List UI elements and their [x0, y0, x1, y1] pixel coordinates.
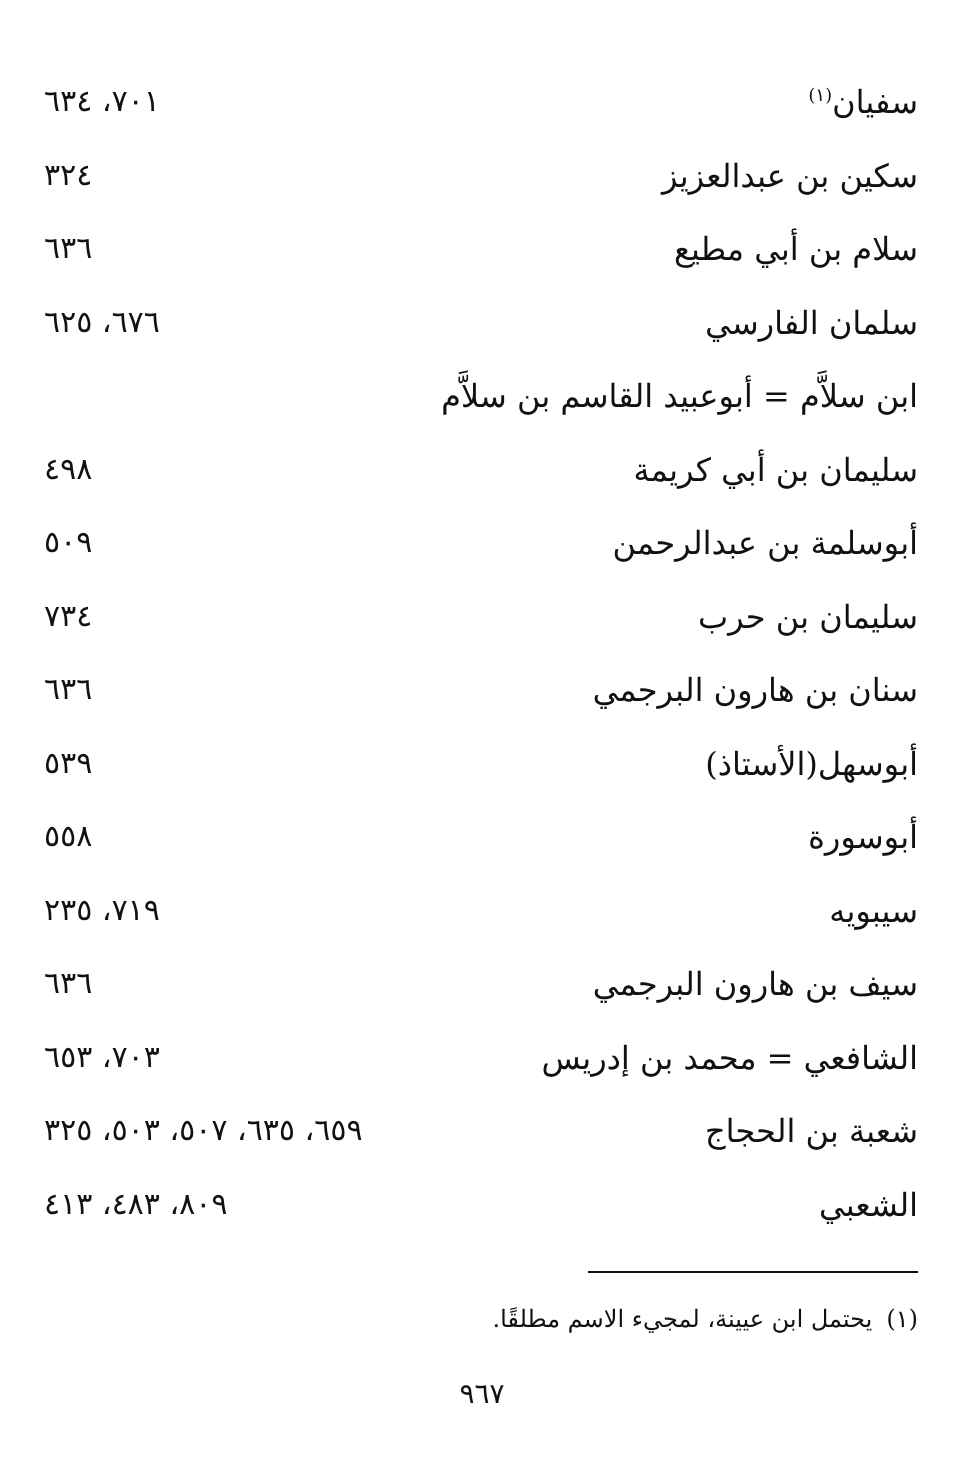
entry-name: أبوسلمة بن عبدالرحمن — [612, 524, 918, 562]
footnote-text: يحتمل ابن عيينة، لمجيء الاسم مطلقًا. — [492, 1305, 873, 1333]
entry-name: سكين بن عبدالعزيز — [662, 156, 918, 195]
index-entry — [44, 656, 918, 730]
index-entry — [44, 1171, 918, 1245]
entry-pages: ٧٠٣، ٦٥٣ — [44, 1039, 160, 1075]
entry-name: ابن سلاَّم = أبوعبيد القاسم بن سلاَّم — [441, 377, 918, 415]
index-entry — [44, 1097, 918, 1171]
entry-name: الشافعي = محمد بن إدريس — [541, 1038, 918, 1077]
index-entry — [44, 509, 918, 583]
index-entry — [44, 1024, 918, 1098]
entry-pages: ٧٣٤ — [44, 598, 93, 634]
index-entry — [44, 289, 918, 363]
index-entry — [44, 730, 918, 804]
entry-name: سلام بن أبي مطيع — [673, 230, 918, 268]
footnote-reference: (١) — [808, 85, 833, 106]
entry-name: سيف بن هارون البرجمي — [592, 965, 918, 1003]
entry-name: أبوسهل(الأستاذ) — [705, 744, 918, 783]
entry-pages: ٧١٩، ٢٣٥ — [44, 892, 160, 928]
index-entry — [44, 436, 918, 510]
index-entry — [44, 803, 918, 877]
entry-name: شعبة بن الحجاج — [704, 1112, 918, 1150]
entry-name: سلمان الفارسي — [705, 303, 918, 342]
entry-name: أبوسورة — [808, 818, 918, 856]
footnote — [492, 1302, 918, 1336]
entry-pages: ٦٣٦ — [44, 966, 93, 1001]
index-entry — [44, 142, 918, 216]
entry-pages: ٣٢٤ — [44, 157, 93, 193]
entry-pages: ٥٣٩ — [44, 745, 93, 781]
entry-pages: ٧٠١، ٦٣٤ — [44, 84, 160, 119]
index-entry — [44, 950, 918, 1024]
entry-pages: ٤٩٨ — [44, 451, 93, 487]
page-number: ٩٦٧ — [459, 1377, 505, 1410]
index-entry — [44, 215, 918, 289]
entry-pages: ٥٥٨ — [44, 819, 93, 854]
footnote-divider — [588, 1271, 918, 1273]
entry-name: سليمان بن أبي كريمة — [633, 450, 918, 489]
index-entry — [44, 877, 918, 951]
index-entry — [44, 362, 918, 436]
index-entry — [44, 68, 918, 142]
entry-pages: ٦٧٦، ٦٢٥ — [44, 304, 160, 340]
entry-pages: ٦٣٦ — [44, 231, 93, 266]
entry-name: سنان بن هارون البرجمي — [592, 671, 918, 709]
index-entry — [44, 583, 918, 657]
entry-pages: ٨٠٩، ٤٨٣، ٤١٣ — [44, 1186, 228, 1222]
entry-pages: ٦٣٦ — [44, 672, 93, 707]
entry-name: الشعبي — [819, 1185, 918, 1224]
entry-name: سفيان$^{(١)}$ — [808, 83, 918, 121]
entry-name: سيبويه — [829, 891, 918, 930]
index-entries — [44, 68, 918, 1244]
entry-name: سليمان بن حرب — [698, 597, 918, 636]
entry-pages: ٥٠٩ — [44, 525, 93, 560]
entry-pages: ٦٥٩، ٦٣٥، ٥٠٧، ٥٠٣، ٣٢٥ — [44, 1113, 363, 1148]
footnote-marker: (١) — [886, 1305, 918, 1333]
